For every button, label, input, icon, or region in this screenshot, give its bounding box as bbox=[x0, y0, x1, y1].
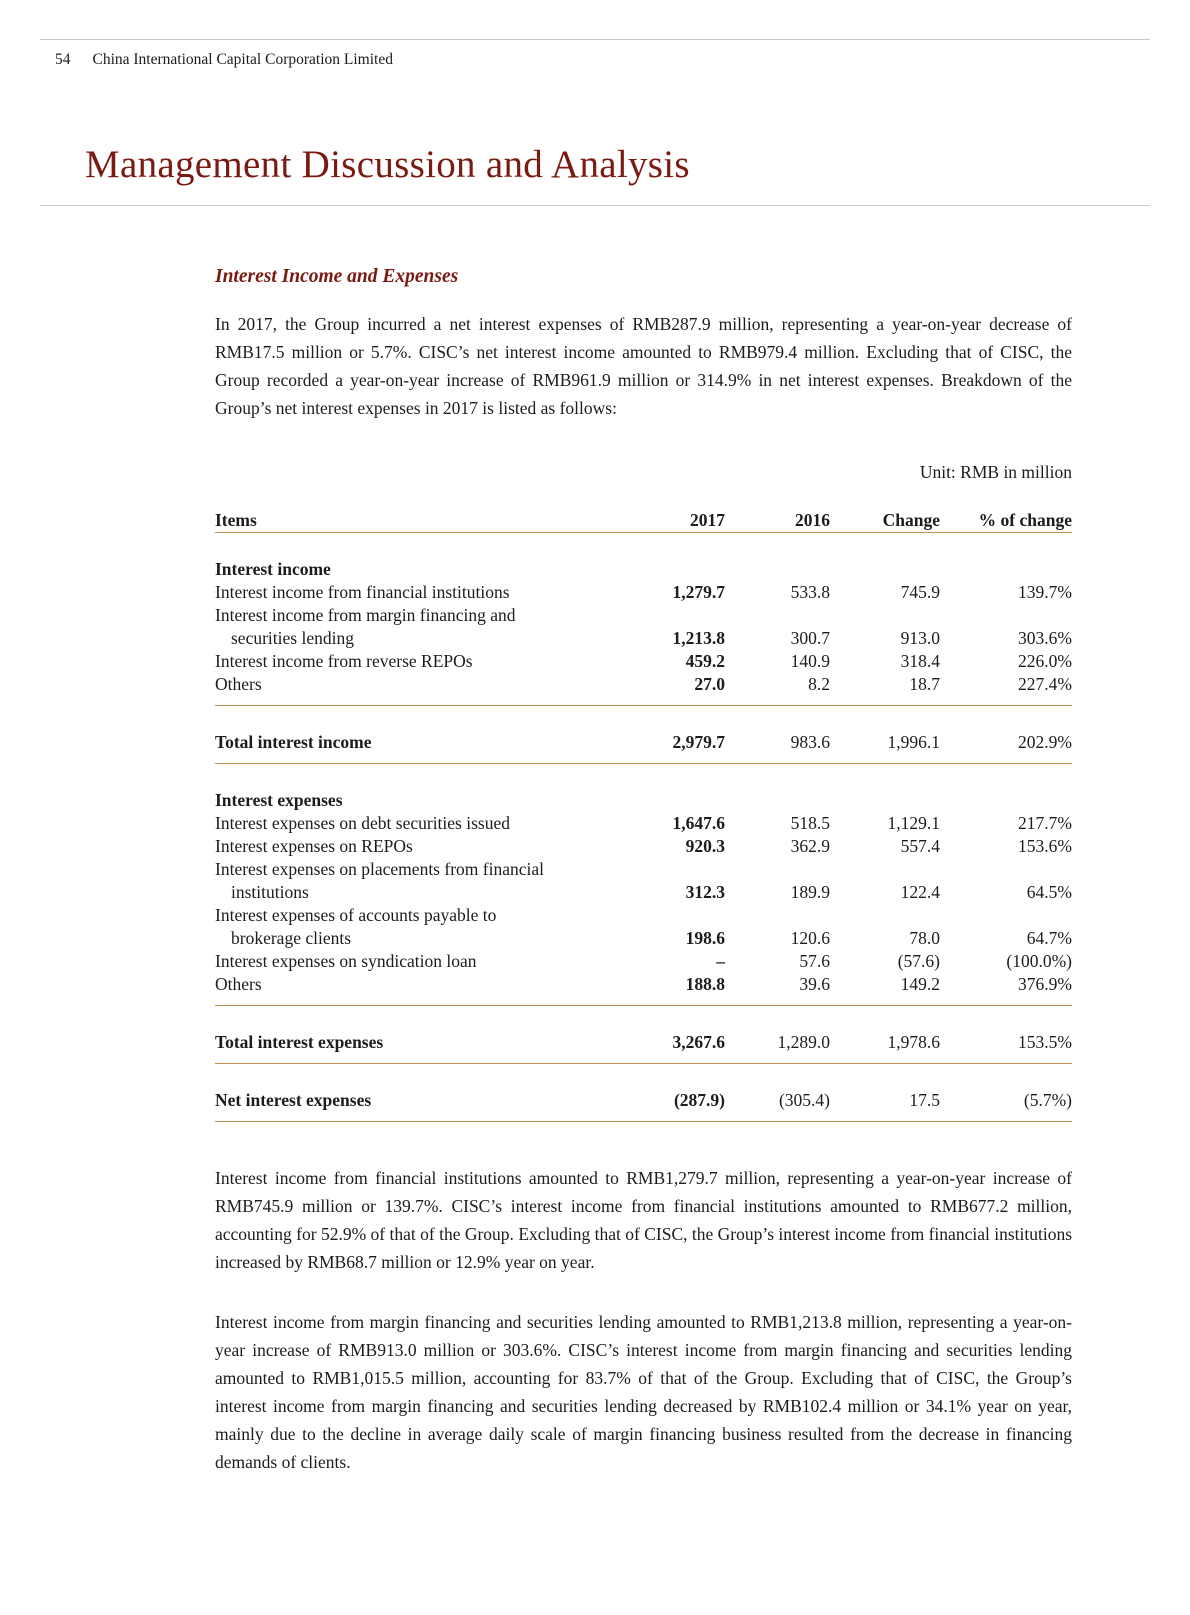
row-value: 533.8 bbox=[790, 581, 830, 602]
row-value: 1,978.6 bbox=[830, 1005, 940, 1063]
row-label: Interest expenses on syndication loan bbox=[215, 950, 477, 971]
row-label: Interest expenses on REPOs bbox=[215, 835, 413, 856]
table-row bbox=[215, 673, 1072, 706]
row-value: 1,647.6 bbox=[672, 812, 725, 833]
row-label: Interest income from financial institutions bbox=[215, 581, 510, 602]
row-label: Interest expenses bbox=[215, 789, 343, 810]
row-label: Net interest expenses bbox=[215, 1063, 615, 1121]
row-value: – bbox=[716, 950, 725, 971]
analysis-paragraph-financial-institutions: Interest income from financial institutions amounted to RMB1,279.7 million, representing a year-on-year increase of RMB745.9 million or 139.7%. CISC’s interest income from financial institutions amounted to RMB677.2 million, accounting for 52.9% of that of the Group. Excluding that of CISC, the Group’s interest income from financial institutions increased by RMB68.7 million or 12.9% year on year. bbox=[215, 1167, 1072, 1272]
row-value: 198.6 bbox=[685, 927, 725, 948]
main-content bbox=[215, 266, 1072, 1476]
row-value: 18.7 bbox=[830, 673, 940, 706]
row-value: 57.6 bbox=[799, 950, 830, 971]
row-value: 27.0 bbox=[615, 673, 725, 706]
row-value: 300.7 bbox=[790, 627, 830, 648]
row-value bbox=[830, 763, 940, 812]
row-value: 1,279.7 bbox=[672, 581, 725, 602]
row-label: Others bbox=[215, 673, 615, 706]
column-header-2017: 2017 bbox=[615, 509, 725, 533]
column-header-pct-change: % of change bbox=[940, 509, 1072, 533]
row-value: 122.4 bbox=[900, 881, 940, 902]
row-value: 39.6 bbox=[725, 973, 830, 1006]
column-header-change: Change bbox=[830, 509, 940, 533]
row-value: 1,129.1 bbox=[887, 812, 940, 833]
row-value: 188.8 bbox=[615, 973, 725, 1006]
row-value: 149.2 bbox=[830, 973, 940, 1006]
table-total-row bbox=[215, 1005, 1072, 1063]
row-value: 2,979.7 bbox=[615, 705, 725, 763]
page-number: 54 bbox=[55, 51, 71, 68]
table-row bbox=[215, 835, 1072, 858]
row-value bbox=[940, 532, 1072, 581]
row-value: 202.9% bbox=[940, 705, 1072, 763]
table-section-row bbox=[215, 532, 1072, 581]
row-value: 120.6 bbox=[790, 927, 830, 948]
row-value: 459.2 bbox=[685, 650, 725, 671]
title-divider bbox=[40, 205, 1150, 206]
row-label: Interest expenses on placements from financial institutions bbox=[215, 858, 544, 902]
row-value: 227.4% bbox=[940, 673, 1072, 706]
row-value: 226.0% bbox=[1018, 650, 1072, 671]
row-value bbox=[725, 532, 830, 581]
table-row bbox=[215, 604, 1072, 650]
row-value: 1,213.8 bbox=[672, 627, 725, 648]
row-value: (57.6) bbox=[897, 950, 940, 971]
row-value bbox=[615, 763, 725, 812]
row-label: Others bbox=[215, 973, 615, 1006]
table-row bbox=[215, 650, 1072, 673]
row-label: Interest income bbox=[215, 558, 331, 579]
row-value: 64.5% bbox=[1026, 881, 1072, 902]
row-value bbox=[830, 532, 940, 581]
row-value: 745.9 bbox=[900, 581, 940, 602]
row-label: Interest expenses on debt securities issued bbox=[215, 812, 510, 833]
row-value bbox=[725, 763, 830, 812]
row-label: Total interest expenses bbox=[215, 1005, 615, 1063]
row-value: 8.2 bbox=[725, 673, 830, 706]
company-name: China International Capital Corporation Limited bbox=[92, 51, 393, 68]
column-header-items: Items bbox=[215, 509, 615, 533]
row-value: 376.9% bbox=[940, 973, 1072, 1006]
section-heading: Interest Income and Expenses bbox=[215, 265, 459, 287]
row-label: Interest income from reverse REPOs bbox=[215, 650, 473, 671]
row-value: 153.6% bbox=[1018, 835, 1072, 856]
row-value: 1,996.1 bbox=[830, 705, 940, 763]
table-body bbox=[215, 532, 1072, 1121]
table-row bbox=[215, 973, 1072, 1006]
table-total-row bbox=[215, 705, 1072, 763]
table-row bbox=[215, 950, 1072, 973]
row-value: 140.9 bbox=[790, 650, 830, 671]
row-value: 217.7% bbox=[1018, 812, 1072, 833]
row-value: 303.6% bbox=[1018, 627, 1072, 648]
row-value: 17.5 bbox=[830, 1063, 940, 1121]
row-value bbox=[615, 532, 725, 581]
row-value: 913.0 bbox=[900, 627, 940, 648]
table-row bbox=[215, 812, 1072, 835]
row-label: Interest expenses of accounts payable to brokerage clients bbox=[215, 904, 497, 948]
intro-paragraph: In 2017, the Group incurred a net interest expenses of RMB287.9 million, representing a year-on-year decrease of RMB17.5 million or 5.7%. CISC’s net interest income amounted to RMB979.4 million. Excluding that of CISC, the Group recorded a year-on-year increase of RMB961.9 million or 314.9% in net interest expenses. Breakdown of the Group’s net interest expenses in 2017 is listed as follows: bbox=[215, 313, 1072, 418]
row-value: (100.0%) bbox=[1006, 950, 1072, 971]
unit-note: Unit: RMB in million bbox=[919, 461, 1072, 482]
row-label: Interest income from margin financing and securities lending bbox=[215, 604, 516, 648]
row-value: 312.3 bbox=[685, 881, 725, 902]
row-value: 139.7% bbox=[1018, 581, 1072, 602]
table-row bbox=[215, 581, 1072, 604]
row-value: 362.9 bbox=[790, 835, 830, 856]
row-value: 64.7% bbox=[1026, 927, 1072, 948]
row-value: (287.9) bbox=[615, 1063, 725, 1121]
page-title: Management Discussion and Analysis bbox=[85, 143, 690, 186]
row-value: 189.9 bbox=[790, 881, 830, 902]
table-header-row bbox=[215, 509, 1072, 533]
header-divider bbox=[40, 39, 1150, 40]
interest-expenses-table bbox=[215, 509, 1072, 1122]
row-value: 518.5 bbox=[790, 812, 830, 833]
row-value: 78.0 bbox=[909, 927, 940, 948]
row-value: (305.4) bbox=[725, 1063, 830, 1121]
row-value bbox=[940, 763, 1072, 812]
table-section-row bbox=[215, 763, 1072, 812]
row-value: (5.7%) bbox=[940, 1063, 1072, 1121]
page-header bbox=[55, 51, 1190, 69]
row-label: Total interest income bbox=[215, 705, 615, 763]
table-row bbox=[215, 904, 1072, 950]
analysis-paragraph-margin-financing: Interest income from margin financing and securities lending amounted to RMB1,213.8 million, representing a year-on-year increase of RMB913.0 million or 303.6%. CISC’s interest income from margin financing and securities lending amounted to RMB1,015.5 million, accounting for 83.7% of that of the Group. Excluding that of CISC, the Group’s interest income from margin financing and securities lending decreased by RMB102.4 million or 34.1% year on year, mainly due to the decline in average daily scale of margin financing business resulted from the decrease in financing demands of clients. bbox=[215, 1311, 1072, 1472]
row-value: 1,289.0 bbox=[725, 1005, 830, 1063]
row-value: 557.4 bbox=[900, 835, 940, 856]
row-value: 3,267.6 bbox=[615, 1005, 725, 1063]
table-row bbox=[215, 858, 1072, 904]
row-value: 983.6 bbox=[725, 705, 830, 763]
column-header-2016: 2016 bbox=[725, 509, 830, 533]
table-total-row bbox=[215, 1063, 1072, 1121]
row-value: 153.5% bbox=[940, 1005, 1072, 1063]
row-value: 920.3 bbox=[685, 835, 725, 856]
row-value: 318.4 bbox=[900, 650, 940, 671]
